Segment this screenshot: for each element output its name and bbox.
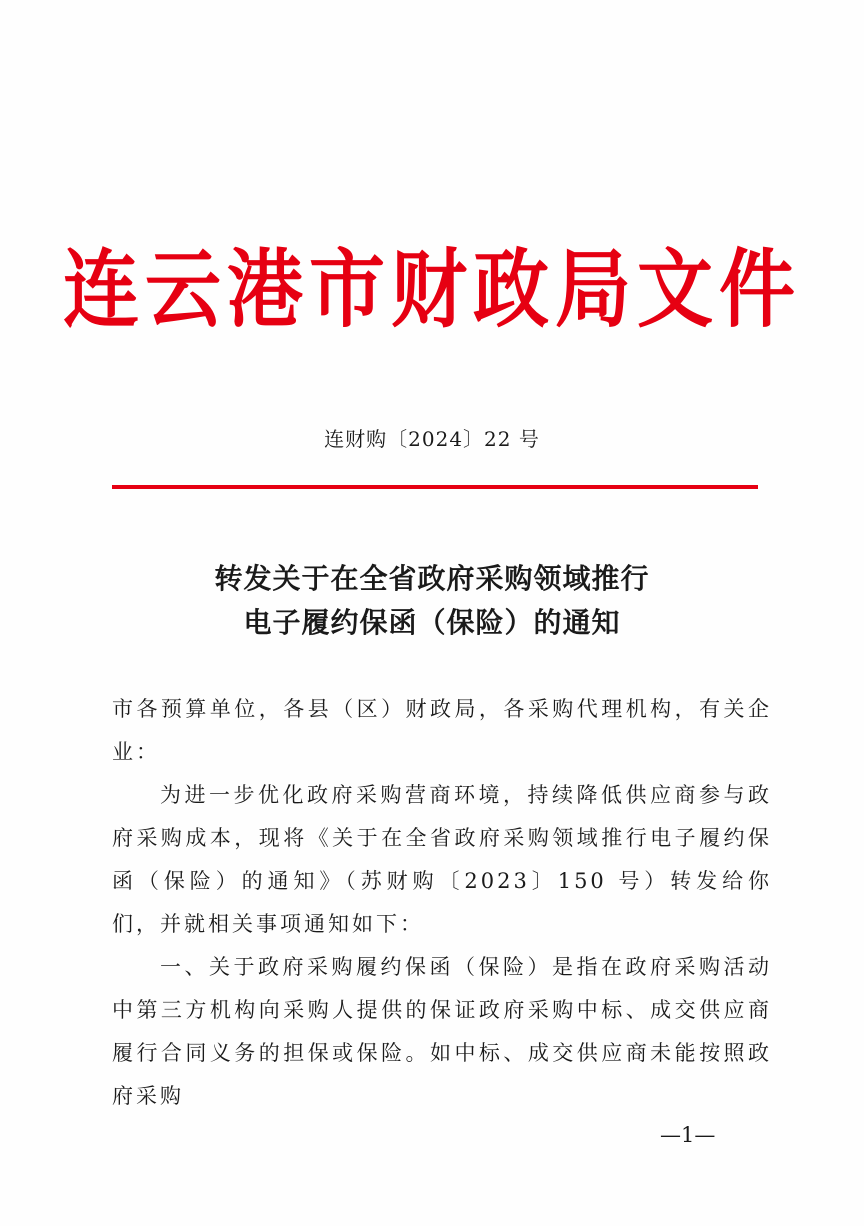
red-divider-line bbox=[112, 485, 758, 489]
document-title bbox=[0, 557, 864, 645]
title-line-1: 转发关于在全省政府采购领域推行 bbox=[214, 562, 650, 595]
issuer-banner: 连云港市财政局文件 bbox=[63, 239, 801, 340]
salutation: 市各预算单位，各县（区）财政局，各采购代理机构，有关企业： bbox=[112, 697, 772, 764]
document-body bbox=[112, 688, 772, 1118]
body-paragraph-1: 为进一步优化政府采购营商环境，持续降低供应商参与政府采购成本，现将《关于在全省政府采购领域推行电子履约保函（保险）的通知》（苏财购〔2023〕150 号）转发给你们，并就相关事项通知如下： bbox=[112, 783, 772, 936]
page-number: —1— bbox=[660, 1123, 716, 1147]
title-line-2: 电子履约保函（保险）的通知 bbox=[243, 606, 621, 639]
body-paragraph-2: 一、关于政府采购履约保函（保险）是指在政府采购活动中第三方机构向采购人提供的保证政府采购中标、成交供应商履行合同义务的担保或保险。如中标、成交供应商未能按照政府采购 bbox=[112, 955, 772, 1108]
document-number: 连财购〔2024〕22 号 bbox=[324, 427, 540, 451]
